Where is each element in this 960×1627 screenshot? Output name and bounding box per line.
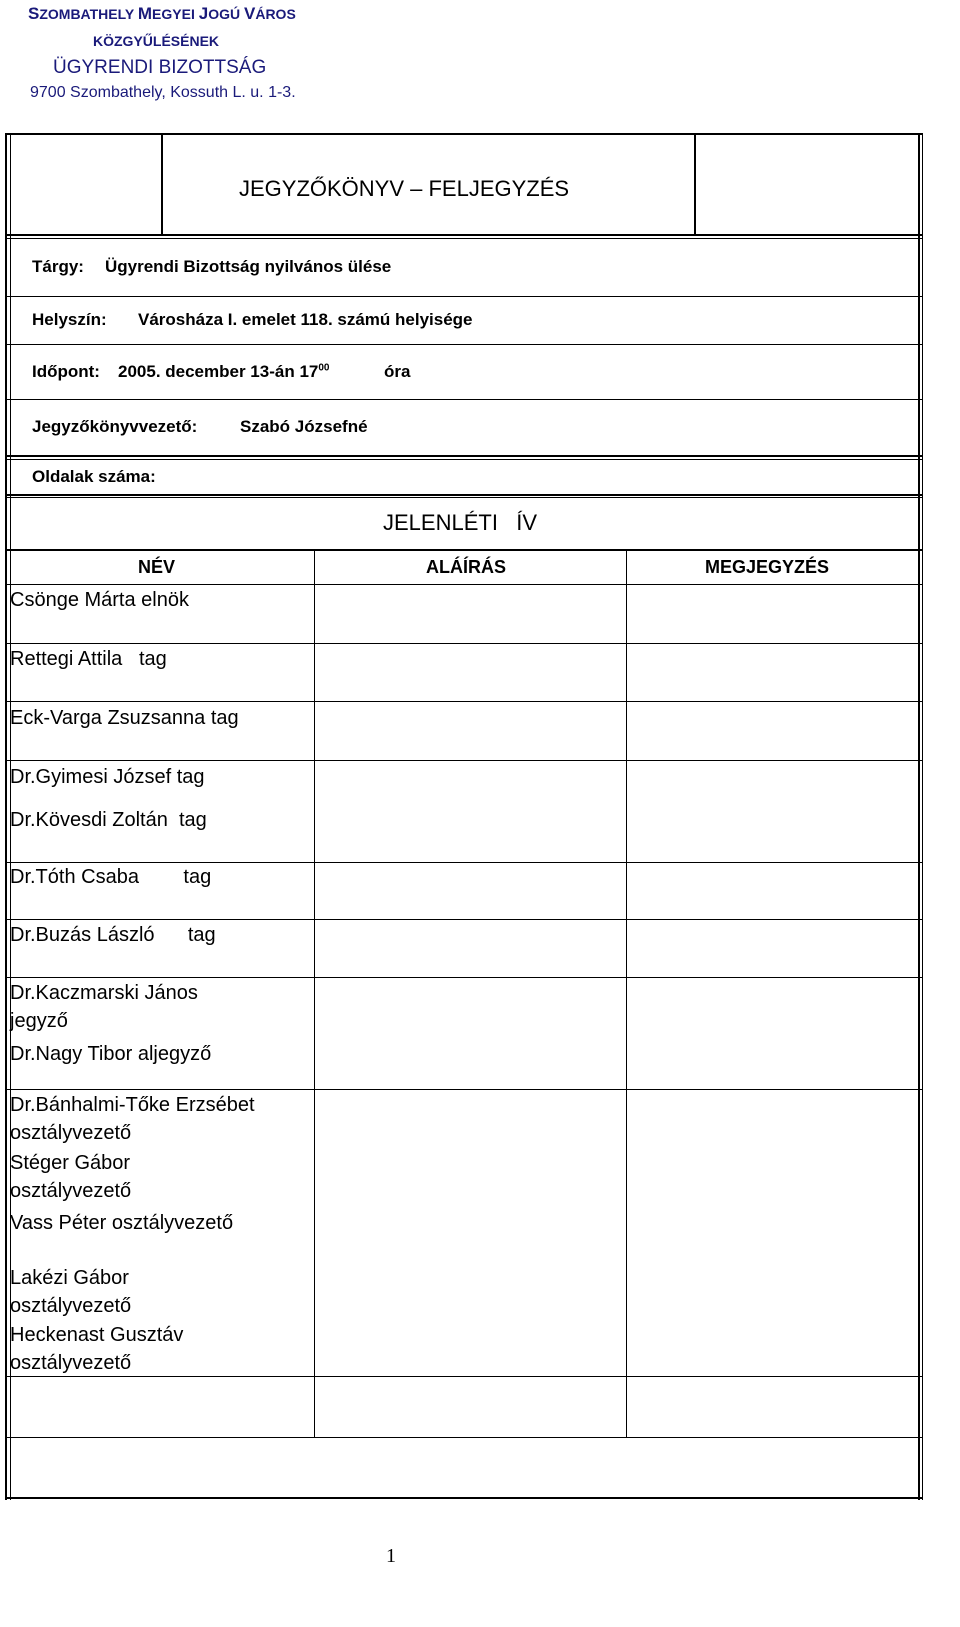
subject-value: Ügyrendi Bizottság nyilvános ülése	[105, 257, 392, 276]
attendee-name: Heckenast Gusztáv osztályvezető	[10, 1324, 184, 1374]
location-label: Helyszín:	[32, 310, 107, 329]
attendee-name: Lakézi Gábor osztályvezető	[10, 1267, 132, 1317]
recorder-label: Jegyzőkönyvvezető:	[32, 417, 198, 436]
attendee-name: Dr.Bánhalmi-Tőke Erzsébet osztályvezető	[10, 1094, 255, 1144]
column-header-remark: MEGJEGYZÉS	[705, 557, 830, 577]
time-value: 2005. december 13-án $17^{00}$	[118, 362, 330, 381]
attendee-name: Dr.Tóth Csaba tag	[10, 866, 212, 888]
letterhead-assembly: KÖZGYŰLÉSÉNEK	[93, 33, 220, 49]
subject-label: Tárgy:	[32, 257, 84, 276]
attendee-name: Dr.Kövesdi Zoltán tag	[10, 809, 207, 831]
attendee-name: Eck-Varga Zsuzsanna tag	[10, 707, 239, 729]
attendee-name: Csönge Márta elnök	[10, 589, 189, 611]
recorder-value: Szabó Józsefné	[240, 417, 368, 436]
attendee-name: Stéger Gábor osztályvezető	[10, 1152, 132, 1202]
attendee-name: Dr.Gyimesi József tag	[10, 766, 205, 788]
attendance-heading: JELENLÉTI ÍV	[383, 510, 538, 535]
attendee-name: Vass Péter osztályvezető	[10, 1212, 234, 1234]
column-header-name: NÉV	[138, 557, 176, 577]
location-value: Városháza I. emelet 118. számú helyisége	[138, 310, 473, 329]
attendee-name: Dr.Kaczmarski János jegyző	[10, 982, 198, 1032]
time-suffix: óra	[384, 362, 411, 381]
page-number: 1	[386, 1545, 396, 1567]
document-title: JEGYZŐKÖNYV – FELJEGYZÉS	[239, 176, 570, 201]
letterhead-address: 9700 Szombathely, Kossuth L. u. 1-3.	[30, 84, 296, 101]
time-label: Időpont:	[32, 362, 100, 381]
attendee-name: Dr.Buzás László tag	[10, 924, 216, 946]
pages-label: Oldalak száma:	[32, 467, 156, 486]
column-header-signature: ALÁÍRÁS	[426, 557, 506, 577]
letterhead-city: SZOMBATHELY MEGYEI JOGÚ VÁROS	[28, 4, 296, 23]
attendee-name: Rettegi Attila tag	[10, 648, 167, 670]
attendee-name: Dr.Nagy Tibor aljegyző	[10, 1043, 212, 1065]
letterhead-committee: ÜGYRENDI BIZOTTSÁG	[53, 57, 267, 78]
